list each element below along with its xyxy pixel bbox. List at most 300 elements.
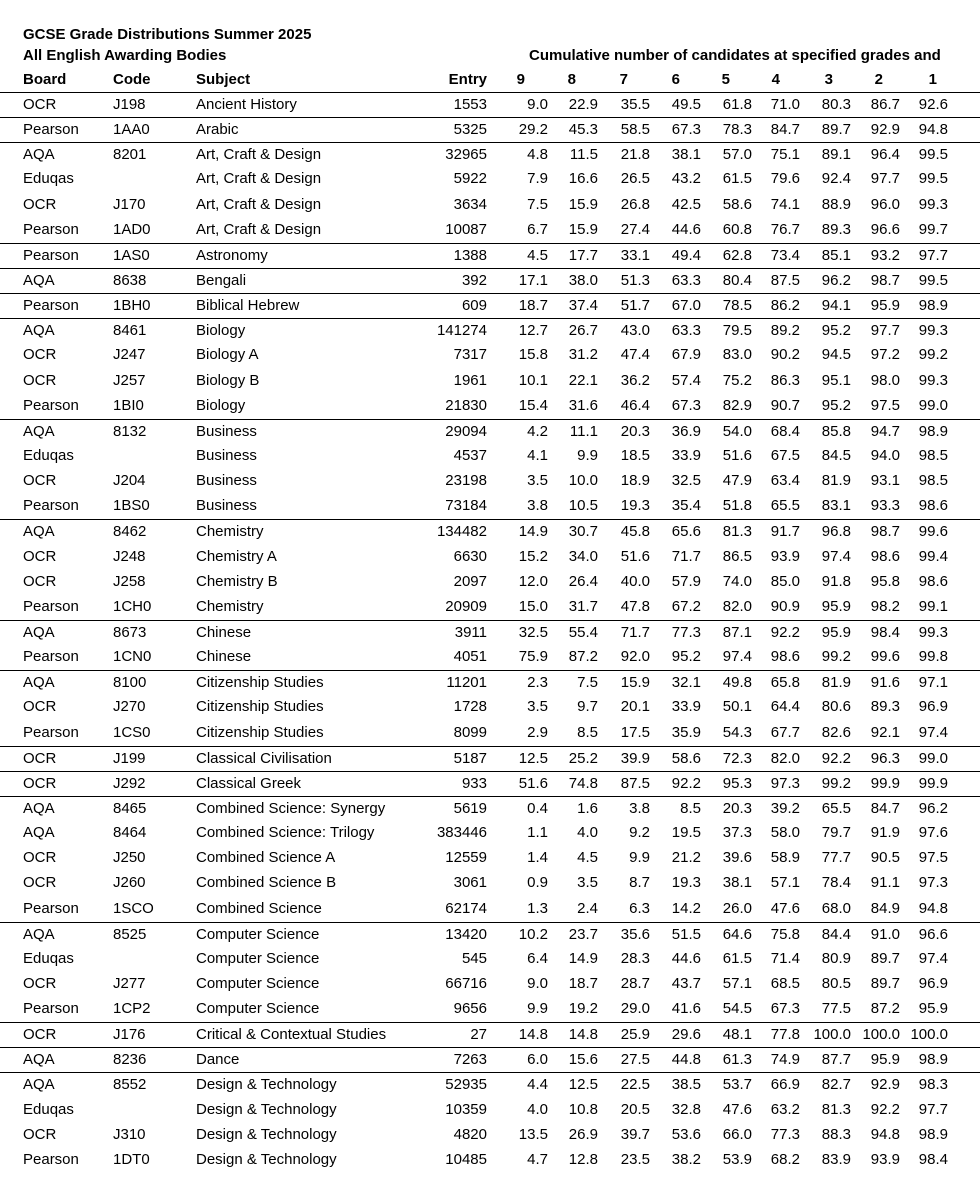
cell-grade-1: 99.3 xyxy=(918,195,948,213)
cell-board: AQA xyxy=(23,799,55,817)
cell-grade-4: 85.0 xyxy=(770,572,800,590)
cell-grade-6: 77.3 xyxy=(671,623,701,641)
cell-grade-3: 80.9 xyxy=(821,949,851,967)
cell-subject: Computer Science xyxy=(196,1000,320,1018)
cell-grade-5: 57.1 xyxy=(722,974,752,992)
cell-grade-5: 53.7 xyxy=(722,1076,752,1094)
cell-grade-4: 47.6 xyxy=(770,899,800,917)
cell-entry: 32965 xyxy=(445,146,487,164)
cell-grade-2: 99.6 xyxy=(870,648,900,666)
cell-grade-8: 34.0 xyxy=(568,547,598,565)
cell-grade-2: 92.1 xyxy=(870,723,900,741)
cell-code: 1SCO xyxy=(113,899,154,917)
cell-grade-4: 74.9 xyxy=(770,1051,800,1069)
cell-grade-6: 67.3 xyxy=(671,396,701,414)
cell-grade-8: 74.8 xyxy=(568,774,598,792)
cell-grade-3: 81.3 xyxy=(821,1100,851,1118)
cell-grade-6: 43.7 xyxy=(671,974,701,992)
cell-subject: Business xyxy=(196,422,257,440)
cell-grade-7: 27.4 xyxy=(620,220,650,238)
cell-board: OCR xyxy=(23,346,57,364)
cell-grade-7: 23.5 xyxy=(620,1150,650,1168)
cell-grade-6: 53.6 xyxy=(671,1125,701,1143)
cell-grade-6: 51.5 xyxy=(671,925,701,943)
cell-code: J292 xyxy=(113,774,146,792)
cell-grade-4: 77.3 xyxy=(770,1125,800,1143)
cell-grade-1: 96.9 xyxy=(918,974,948,992)
cell-code: 8552 xyxy=(113,1076,147,1094)
cell-grade-1: 99.2 xyxy=(918,346,948,364)
cell-subject: Computer Science xyxy=(196,949,320,967)
cell-grade-4: 90.9 xyxy=(770,597,800,615)
cell-grade-2: 91.6 xyxy=(870,674,900,692)
cell-entry: 9656 xyxy=(453,1000,487,1018)
cell-grade-8: 10.0 xyxy=(568,472,598,490)
cell-subject: Combined Science B xyxy=(196,874,337,892)
cell-grade-4: 63.4 xyxy=(770,472,800,490)
cell-board: AQA xyxy=(23,1076,55,1094)
cell-grade-3: 82.6 xyxy=(821,723,851,741)
table-row xyxy=(0,595,980,620)
cell-subject: Biblical Hebrew xyxy=(196,297,300,315)
table-row xyxy=(0,1072,980,1097)
cell-grade-4: 91.7 xyxy=(770,523,800,541)
cell-grade-1: 99.1 xyxy=(918,597,948,615)
cell-grade-3: 81.9 xyxy=(821,472,851,490)
table-row xyxy=(0,243,980,268)
cell-grade-7: 35.5 xyxy=(620,96,650,113)
cell-grade-9: 10.2 xyxy=(518,925,548,943)
cell-grade-5: 86.5 xyxy=(722,547,752,565)
cell-grade-5: 54.0 xyxy=(722,422,752,440)
cell-grade-8: 19.2 xyxy=(568,1000,598,1018)
cell-board: OCR xyxy=(23,195,57,213)
cell-grade-3: 95.1 xyxy=(821,371,851,389)
cell-grade-9: 75.9 xyxy=(518,648,548,666)
cell-grade-2: 94.0 xyxy=(870,446,900,464)
cell-grade-3: 84.5 xyxy=(821,446,851,464)
cell-subject: Combined Science xyxy=(196,899,322,917)
cell-grade-4: 66.9 xyxy=(770,1076,800,1094)
cell-grade-8: 15.6 xyxy=(568,1051,598,1069)
cell-code: J310 xyxy=(113,1125,146,1143)
cell-grade-1: 96.9 xyxy=(918,698,948,716)
cell-grade-6: 44.6 xyxy=(671,949,701,967)
cell-grade-4: 92.2 xyxy=(770,623,800,641)
cell-entry: 3911 xyxy=(454,623,487,641)
cell-grade-1: 92.6 xyxy=(918,96,948,113)
cell-grade-7: 29.0 xyxy=(620,1000,650,1018)
cell-grade-8: 17.7 xyxy=(568,246,598,264)
cell-code: J198 xyxy=(113,96,146,113)
cell-subject: Dance xyxy=(196,1051,240,1069)
cell-grade-9: 1.4 xyxy=(527,849,548,867)
cell-grade-5: 72.3 xyxy=(722,749,752,767)
cell-grade-9: 4.4 xyxy=(527,1076,548,1094)
cell-code: 8132 xyxy=(113,422,147,440)
cell-entry: 6630 xyxy=(453,547,487,565)
cell-grade-5: 61.5 xyxy=(722,170,752,188)
cell-entry: 11201 xyxy=(446,674,487,692)
table-row xyxy=(0,1148,980,1173)
cell-code: 1CS0 xyxy=(113,723,151,741)
col-header-grade-7: 7 xyxy=(619,71,628,88)
cell-code: 1AA0 xyxy=(113,121,150,139)
cell-grade-9: 6.7 xyxy=(527,220,548,238)
cell-grade-5: 57.0 xyxy=(722,146,752,164)
cell-grade-7: 26.8 xyxy=(620,195,650,213)
cell-code: 1CH0 xyxy=(113,597,152,615)
cell-grade-9: 12.0 xyxy=(518,572,548,590)
cell-grade-5: 82.9 xyxy=(722,396,752,414)
col-header-board: Board xyxy=(23,71,67,88)
cell-grade-4: 39.2 xyxy=(770,799,800,817)
cell-grade-5: 75.2 xyxy=(722,371,752,389)
cell-grade-7: 35.6 xyxy=(620,925,650,943)
cell-code: 1BH0 xyxy=(113,297,151,315)
cell-subject: Chemistry B xyxy=(196,572,278,590)
cell-grade-5: 87.1 xyxy=(722,623,752,641)
cell-entry: 29094 xyxy=(445,422,487,440)
cell-grade-3: 96.8 xyxy=(821,523,851,541)
cell-grade-4: 73.4 xyxy=(770,246,800,264)
cell-grade-5: 74.0 xyxy=(722,572,752,590)
cell-code: 8100 xyxy=(113,674,147,692)
cell-grade-1: 98.5 xyxy=(918,472,948,490)
cell-board: AQA xyxy=(23,674,55,692)
table-row xyxy=(0,318,980,343)
cell-grade-1: 98.9 xyxy=(918,1125,948,1143)
cell-grade-2: 100.0 xyxy=(862,1026,900,1044)
cell-grade-7: 15.9 xyxy=(620,674,650,692)
cell-grade-9: 2.3 xyxy=(527,674,548,692)
cell-grade-9: 7.9 xyxy=(527,170,548,188)
cell-grade-3: 83.9 xyxy=(821,1150,851,1168)
cell-grade-2: 98.7 xyxy=(870,271,900,289)
cell-grade-6: 38.1 xyxy=(671,146,701,164)
cell-board: Pearson xyxy=(23,648,79,666)
cell-grade-4: 87.5 xyxy=(770,271,800,289)
cell-grade-1: 96.2 xyxy=(918,799,948,817)
cell-grade-7: 51.7 xyxy=(620,297,650,315)
table-row xyxy=(0,193,980,218)
cell-grade-1: 98.9 xyxy=(918,422,948,440)
cell-grade-4: 86.2 xyxy=(770,297,800,315)
cell-subject: Business xyxy=(196,446,257,464)
table-row xyxy=(0,167,980,192)
cell-grade-4: 86.3 xyxy=(770,371,800,389)
cell-grade-6: 58.6 xyxy=(671,749,701,767)
cell-grade-5: 58.6 xyxy=(722,195,752,213)
cell-grade-7: 45.8 xyxy=(620,523,650,541)
table-row xyxy=(0,293,980,318)
cell-entry: 66716 xyxy=(445,974,487,992)
cell-grade-3: 80.6 xyxy=(821,698,851,716)
cell-entry: 23198 xyxy=(445,472,487,490)
cell-grade-9: 7.5 xyxy=(527,195,548,213)
cell-grade-3: 99.2 xyxy=(821,774,851,792)
table-row xyxy=(0,972,980,997)
cell-entry: 7317 xyxy=(453,346,487,364)
cell-grade-3: 92.4 xyxy=(821,170,851,188)
cell-subject: Citizenship Studies xyxy=(196,674,324,692)
cell-subject: Business xyxy=(196,497,257,515)
table-row xyxy=(0,620,980,645)
cell-grade-6: 71.7 xyxy=(671,547,701,565)
cell-grade-7: 33.1 xyxy=(620,246,650,264)
cell-board: Eduqas xyxy=(23,170,74,188)
cell-subject: Design & Technology xyxy=(196,1100,337,1118)
cell-code: 1AS0 xyxy=(113,246,150,264)
cell-grade-7: 3.8 xyxy=(629,799,650,817)
table-row xyxy=(0,394,980,419)
table-row xyxy=(0,1098,980,1123)
cell-board: AQA xyxy=(23,523,55,541)
table-row xyxy=(0,117,980,142)
cell-subject: Classical Civilisation xyxy=(196,749,332,767)
cell-grade-7: 40.0 xyxy=(620,572,650,590)
cell-grade-9: 15.4 xyxy=(518,396,548,414)
cell-grade-2: 84.9 xyxy=(870,899,900,917)
cell-grade-1: 94.8 xyxy=(918,899,948,917)
cell-grade-1: 94.8 xyxy=(918,121,948,139)
cell-grade-7: 9.2 xyxy=(629,824,650,842)
cell-grade-6: 67.9 xyxy=(671,346,701,364)
table-row xyxy=(0,419,980,444)
cell-code: J277 xyxy=(113,974,146,992)
cell-code: 8201 xyxy=(113,146,147,164)
cell-grade-1: 99.5 xyxy=(918,271,948,289)
cell-grade-6: 19.3 xyxy=(671,874,701,892)
cell-grade-8: 9.9 xyxy=(577,446,598,464)
table-row xyxy=(0,92,980,117)
cell-code: 8525 xyxy=(113,925,147,943)
table-row xyxy=(0,444,980,469)
cell-grade-5: 95.3 xyxy=(722,774,752,792)
cell-entry: 5922 xyxy=(453,170,487,188)
cell-grade-9: 4.5 xyxy=(527,246,548,264)
cell-grade-8: 4.5 xyxy=(577,849,598,867)
cell-entry: 10359 xyxy=(445,1100,487,1118)
cell-grade-1: 97.5 xyxy=(918,849,948,867)
cell-subject: Biology xyxy=(196,396,246,414)
cell-entry: 1728 xyxy=(453,698,487,716)
cell-grade-8: 37.4 xyxy=(568,297,598,315)
cell-grade-3: 78.4 xyxy=(821,874,851,892)
cell-grade-1: 99.5 xyxy=(918,146,948,164)
table-row xyxy=(0,369,980,394)
cell-grade-7: 28.7 xyxy=(620,974,650,992)
cell-board: OCR xyxy=(23,874,57,892)
cell-entry: 1961 xyxy=(453,371,487,389)
cell-code: J170 xyxy=(113,195,146,213)
cell-grade-8: 26.7 xyxy=(568,322,598,340)
cell-grade-3: 80.5 xyxy=(821,974,851,992)
table-row xyxy=(0,796,980,821)
cell-grade-6: 36.9 xyxy=(671,422,701,440)
cell-board: Pearson xyxy=(23,246,79,264)
cell-grade-9: 1.1 xyxy=(527,824,548,842)
table-row xyxy=(0,268,980,293)
cell-entry: 1388 xyxy=(453,246,487,264)
cell-grade-6: 35.4 xyxy=(671,497,701,515)
cell-grade-2: 94.7 xyxy=(870,422,900,440)
cell-grade-9: 12.5 xyxy=(518,749,548,767)
cell-grade-6: 57.4 xyxy=(671,371,701,389)
cell-grade-1: 99.3 xyxy=(918,623,948,641)
cell-grade-1: 97.7 xyxy=(918,1100,948,1118)
cell-grade-5: 78.5 xyxy=(722,297,752,315)
cell-grade-2: 98.6 xyxy=(870,547,900,565)
cell-code: 8236 xyxy=(113,1051,147,1069)
cell-grade-7: 26.5 xyxy=(620,170,650,188)
table-row xyxy=(0,645,980,670)
cell-grade-3: 80.3 xyxy=(821,96,851,113)
cell-entry: 3061 xyxy=(453,874,487,892)
cell-grade-3: 95.9 xyxy=(821,597,851,615)
cell-grade-4: 67.5 xyxy=(770,446,800,464)
cell-subject: Chemistry xyxy=(196,523,264,541)
cell-grade-2: 92.9 xyxy=(870,1076,900,1094)
cell-grade-4: 77.8 xyxy=(770,1026,800,1044)
cell-entry: 392 xyxy=(461,271,487,289)
cell-grade-8: 15.9 xyxy=(568,195,598,213)
cell-grade-2: 97.7 xyxy=(870,322,900,340)
cell-board: Pearson xyxy=(23,396,79,414)
cell-subject: Combined Science: Trilogy xyxy=(196,824,375,842)
cell-grade-6: 32.8 xyxy=(671,1100,701,1118)
cell-code: 8465 xyxy=(113,799,147,817)
cell-grade-1: 96.6 xyxy=(918,925,948,943)
cell-subject: Classical Greek xyxy=(196,774,302,792)
cell-grade-7: 22.5 xyxy=(620,1076,650,1094)
cell-grade-6: 35.9 xyxy=(671,723,701,741)
cell-grade-9: 15.2 xyxy=(518,547,548,565)
cell-grade-1: 98.9 xyxy=(918,1051,948,1069)
table-row xyxy=(0,721,980,746)
cell-entry: 2097 xyxy=(453,572,487,590)
cell-grade-2: 92.9 xyxy=(870,121,900,139)
cell-board: AQA xyxy=(23,146,55,164)
cell-grade-1: 97.3 xyxy=(918,874,948,892)
table-row xyxy=(0,746,980,771)
cell-grade-6: 32.1 xyxy=(671,674,701,692)
col-header-subject: Subject xyxy=(196,71,251,88)
cell-grade-9: 9.0 xyxy=(527,974,548,992)
cell-subject: Computer Science xyxy=(196,974,320,992)
cell-grade-5: 66.0 xyxy=(722,1125,752,1143)
cell-board: OCR xyxy=(23,371,57,389)
cell-grade-1: 95.9 xyxy=(918,1000,948,1018)
cell-grade-8: 31.6 xyxy=(568,396,598,414)
cell-subject: Art, Craft & Design xyxy=(196,220,322,238)
cell-grade-5: 49.8 xyxy=(722,674,752,692)
cell-grade-7: 47.4 xyxy=(620,346,650,364)
cell-grade-2: 94.8 xyxy=(870,1125,900,1143)
cell-grade-8: 14.9 xyxy=(568,949,598,967)
cell-grade-7: 21.8 xyxy=(620,146,650,164)
cell-code: 1DT0 xyxy=(113,1150,150,1168)
cell-grade-8: 3.5 xyxy=(577,874,598,892)
cell-board: OCR xyxy=(23,96,57,113)
cell-grade-4: 97.3 xyxy=(770,774,800,792)
cell-subject: Art, Craft & Design xyxy=(196,170,322,188)
cell-subject: Biology xyxy=(196,322,246,340)
cell-grade-8: 10.5 xyxy=(568,497,598,515)
cell-entry: 5619 xyxy=(453,799,487,817)
cell-grade-7: 18.5 xyxy=(620,446,650,464)
cell-grade-8: 12.8 xyxy=(568,1150,598,1168)
cell-entry: 141274 xyxy=(436,322,487,340)
cell-grade-5: 48.1 xyxy=(722,1026,752,1044)
cell-grade-5: 64.6 xyxy=(722,925,752,943)
cell-entry: 4820 xyxy=(453,1125,487,1143)
cell-grade-5: 78.3 xyxy=(722,121,752,139)
cell-grade-2: 97.7 xyxy=(870,170,900,188)
cell-grade-7: 17.5 xyxy=(620,723,650,741)
cell-grade-9: 3.5 xyxy=(527,472,548,490)
cell-grade-6: 63.3 xyxy=(671,271,701,289)
cell-entry: 134482 xyxy=(436,523,487,541)
cell-grade-8: 11.5 xyxy=(569,146,598,164)
cell-grade-7: 9.9 xyxy=(629,849,650,867)
cell-grade-8: 22.1 xyxy=(568,371,598,389)
cell-grade-8: 31.2 xyxy=(568,346,598,364)
cell-grade-6: 63.3 xyxy=(671,322,701,340)
cell-subject: Astronomy xyxy=(196,246,268,264)
cell-grade-1: 99.7 xyxy=(918,220,948,238)
cell-grade-3: 83.1 xyxy=(821,497,851,515)
cell-code: J247 xyxy=(113,346,146,364)
cell-grade-8: 22.9 xyxy=(568,96,598,113)
cell-grade-4: 74.1 xyxy=(770,195,800,213)
cell-grade-8: 14.8 xyxy=(568,1026,598,1044)
cell-grade-3: 96.2 xyxy=(821,271,851,289)
cell-grade-5: 47.6 xyxy=(722,1100,752,1118)
cell-grade-4: 65.5 xyxy=(770,497,800,515)
cell-grade-7: 18.9 xyxy=(620,472,650,490)
cell-grade-5: 47.9 xyxy=(722,472,752,490)
cell-entry: 545 xyxy=(461,949,487,967)
cell-grade-7: 28.3 xyxy=(620,949,650,967)
cell-grade-2: 98.2 xyxy=(870,597,900,615)
cell-grade-2: 99.9 xyxy=(870,774,900,792)
cell-grade-3: 77.5 xyxy=(821,1000,851,1018)
cell-grade-7: 51.3 xyxy=(620,271,650,289)
cell-board: OCR xyxy=(23,749,57,767)
cell-entry: 4537 xyxy=(453,446,487,464)
cell-subject: Design & Technology xyxy=(196,1150,337,1168)
cell-grade-5: 62.8 xyxy=(722,246,752,264)
table-row xyxy=(0,519,980,544)
cell-grade-4: 63.2 xyxy=(770,1100,800,1118)
cell-grade-7: 36.2 xyxy=(620,371,650,389)
cell-entry: 52935 xyxy=(445,1076,487,1094)
cell-grade-7: 87.5 xyxy=(620,774,650,792)
cell-code: 8464 xyxy=(113,824,147,842)
cell-grade-5: 50.1 xyxy=(722,698,752,716)
cell-grade-1: 99.9 xyxy=(918,774,948,792)
cell-code: J260 xyxy=(113,874,146,892)
table-row xyxy=(0,343,980,368)
cell-entry: 10485 xyxy=(445,1150,487,1168)
cell-code: J176 xyxy=(113,1026,146,1044)
table-row xyxy=(0,570,980,595)
cell-board: Pearson xyxy=(23,297,79,315)
cell-grade-3: 89.1 xyxy=(821,146,851,164)
cell-subject: Citizenship Studies xyxy=(196,698,324,716)
cell-grade-1: 99.6 xyxy=(918,523,948,541)
